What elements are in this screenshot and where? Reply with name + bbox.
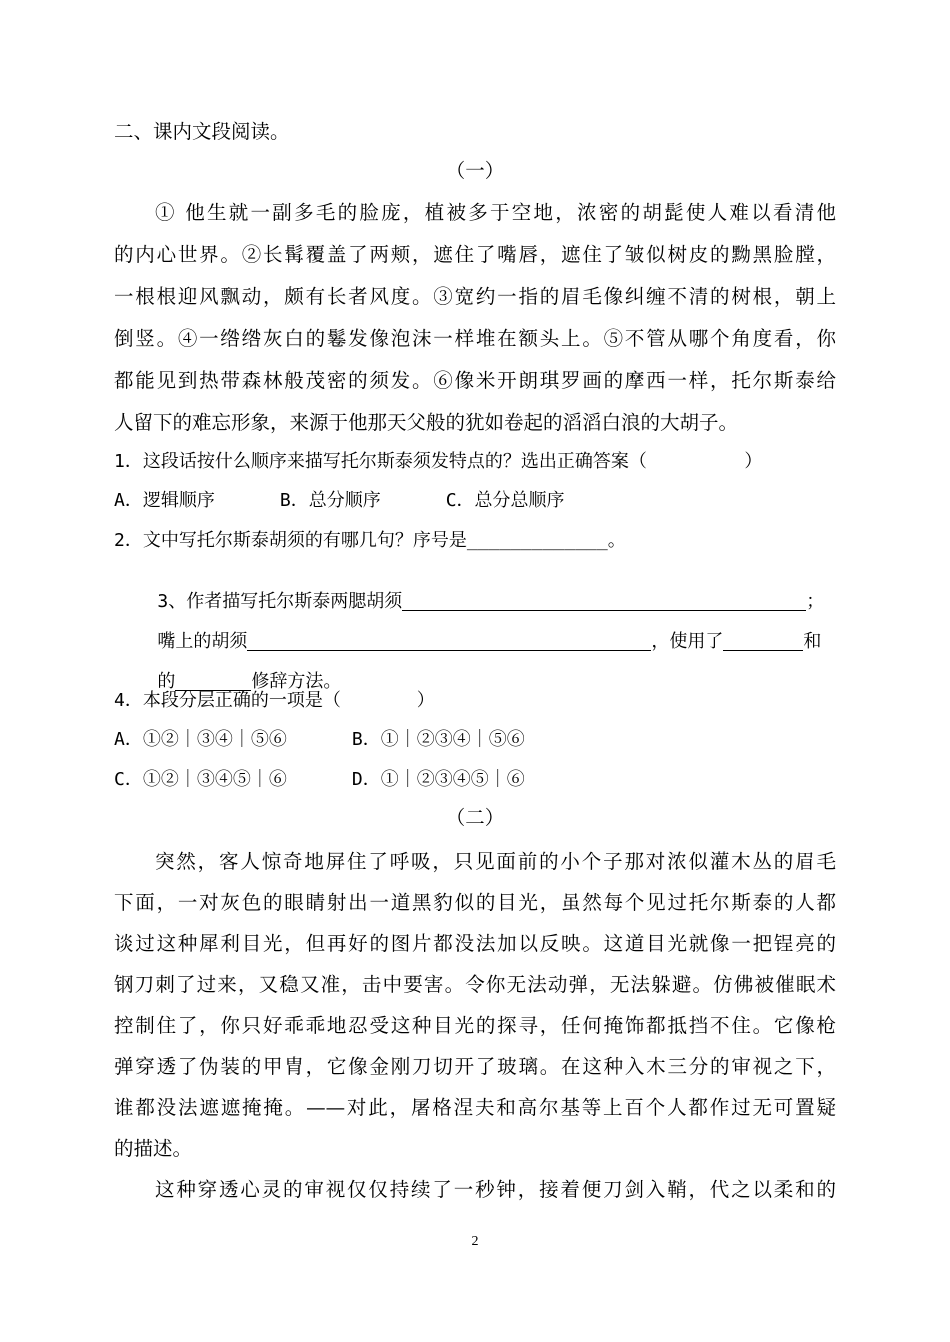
passage-2-line: 的描述。 (114, 1137, 193, 1160)
question-4: 4．本段分层正确的一项是（ ） (114, 690, 435, 711)
question-4-options-cd: C．①②｜③④⑤｜⑥ D．①｜②③④⑤｜⑥ (114, 769, 525, 790)
passage-1-line: 倒竖。④一绺绺灰白的鬈发像泡沫一样堆在额头上。⑤不管从哪个角度看，你 (114, 327, 836, 350)
question-3-suffix: 修辞方法。 (251, 671, 342, 692)
answer-blank[interactable] (175, 670, 251, 691)
question-1: 1．这段话按什么顺序来描写托尔斯泰须发特点的？选出正确答案（ ） (114, 451, 763, 472)
section-heading: 二、课内文段阅读。 (114, 120, 290, 143)
passage-1-line: 人留下的难忘形象，来源于他那天父般的犹如卷起的滔滔白浪的大胡子。 (114, 411, 739, 434)
passage-1-line: 的内心世界。②长髯覆盖了两颊，遮住了嘴唇，遮住了皱似树皮的黝黑脸膛， (114, 243, 836, 266)
passage-1-line: 一根根迎风飘动，颇有长者风度。③宽约一指的眉毛像纠缠不清的树根，朝上 (114, 285, 836, 308)
answer-blank[interactable] (402, 590, 806, 611)
passage-1-line: ① 他生就一副多毛的脸庞，植被多于空地，浓密的胡髭使人难以看清他 (155, 201, 836, 224)
passage-2-line: 这种穿透心灵的审视仅仅持续了一秒钟，接着便刀剑入鞘，代之以柔和的 (155, 1178, 836, 1201)
question-3-middle: ，使用了 (651, 631, 724, 652)
passage-2-line: 下面，一对灰色的眼睛射出一道黑豹似的目光，虽然每个见过托尔斯泰的人都 (114, 891, 836, 914)
question-3-prefix: 3、作者描写托尔斯泰两腮胡须 (157, 591, 403, 612)
question-1-options: A．逻辑顺序 B．总分顺序 C．总分总顺序 (114, 490, 565, 511)
passage-2-line: 突然，客人惊奇地屏住了呼吸，只见面前的小个子那对浓似灌木丛的眉毛 (155, 850, 836, 873)
passage-2-line: 钢刀刺了过来，又稳又准，击中要害。令你无法动弹，无法躲避。仿佛被催眠术 (114, 973, 836, 996)
passage-2-line: 控制住了，你只好乖乖地忍受这种目光的探寻，任何掩饰都抵挡不住。它像枪 (114, 1014, 836, 1037)
question-2: 2．文中写托尔斯泰胡须的有哪几句？序号是_____________。 (114, 530, 626, 551)
passage-2-line: 谁都没法遮遮掩掩。——对此，屠格涅夫和高尔基等上百个人都作过无可置疑 (114, 1096, 836, 1119)
question-3-suffix: 和 (803, 631, 822, 652)
passage-2-line: 谈过这种犀利目光，但再好的图片都没法加以反映。这道目光就像一把锃亮的 (114, 932, 836, 955)
passage-2-marker: （二） (445, 806, 505, 829)
question-3-prefix: 嘴上的胡须 (157, 631, 248, 652)
answer-blank[interactable] (247, 630, 651, 651)
question-4-options-ab: A．①②｜③④｜⑤⑥ B．①｜②③④｜⑤⑥ (114, 729, 525, 750)
question-3-suffix: ； (806, 591, 825, 612)
answer-blank[interactable] (723, 630, 803, 651)
passage-2-line: 弹穿透了伪装的甲胄，它像金刚刀切开了玻璃。在这种入木三分的审视之下， (114, 1055, 836, 1078)
page-number: 2 (471, 1234, 479, 1249)
question-3-prefix: 的 (157, 671, 176, 692)
passage-1-line: 都能见到热带森林般茂密的须发。⑥像米开朗琪罗画的摩西一样，托尔斯泰给 (114, 369, 836, 392)
passage-1-marker: （一） (445, 159, 505, 182)
